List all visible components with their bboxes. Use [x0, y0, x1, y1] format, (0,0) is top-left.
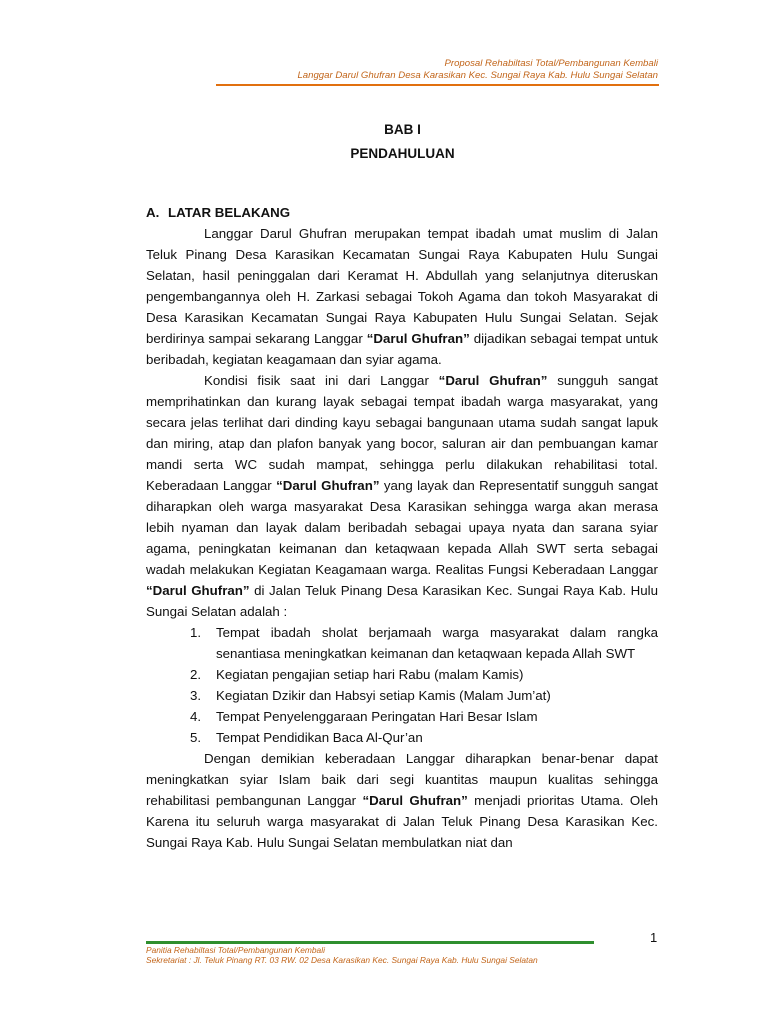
list-item: [190, 685, 658, 706]
footer-line-1: Panitia Rehabiltasi Total/Pembangunan Kembali: [146, 945, 325, 955]
page-number: 1: [650, 930, 658, 945]
list-number: 4.: [190, 709, 202, 724]
text-run: sungguh sangat memprihatinkan dan kurang layak sebagai tempat ibadah warga masyarakat, yang secara jelas terlihat dari dinding kayu sebagai bangunaan utama sudah sangat lapuk dan miring, atap dan plafon banyak yang bocor, saluran air dan pembuangan kamar mandi serta WC sudah mampat, sehingga perlu dilakukan rehabilitasi total. Keberadaan Langgar: [146, 373, 658, 493]
chapter-title: PENDAHULUAN: [350, 146, 455, 161]
text-run: Kondisi fisik saat ini dari Langgar: [204, 373, 439, 388]
text-run: di Jalan Teluk Pinang Desa Karasikan Kec. Sungai Raya Kab. Hulu Sungai Selatan adalah :: [146, 583, 659, 619]
emphasis-darul-ghufran: “Darul Ghufran”: [276, 478, 380, 493]
footer-divider: [146, 941, 594, 944]
list-number: 3.: [190, 688, 202, 703]
list-text: Tempat Penyelenggaraan Peringatan Hari Besar Islam: [216, 709, 538, 724]
text-run: yang layak dan Representatif sungguh sangat diharapkan oleh warga masyarakat Desa Karasikan sehingga warga akan merasa lebih nyaman dan layak dalam beribadah sebagai upaya nyata dan sarana syiar agama, peningkatan keimanan dan ketaqwaan kepada Allah SWT serta sebagai wadah melakukan Kegiatan Keagamaan warga. Realitas Fungsi Keberadaan Langgar: [146, 478, 658, 577]
list-number: 1.: [190, 625, 202, 640]
text-run: Dengan demikian keberadaan Langgar diharapkan benar-benar dapat meningkatkan syiar Islam baik dari segi kuantitas maupun kualitas sehingga rehabilitasi pembangunan Langgar: [146, 751, 658, 808]
list-item: [190, 706, 658, 727]
paragraph-3: [146, 748, 658, 853]
emphasis-darul-ghufran: “Darul Ghufran”: [438, 373, 548, 388]
header-divider: [216, 84, 659, 86]
paragraph-2: [146, 370, 658, 622]
section-title: LATAR BELAKANG: [168, 205, 291, 220]
page-header: [297, 58, 658, 82]
emphasis-darul-ghufran: “Darul Ghufran”: [146, 583, 250, 598]
list-text: Kegiatan Dzikir dan Habsyi setiap Kamis (Malam Jum’at): [216, 688, 551, 703]
emphasis-darul-ghufran: “Darul Ghufran”: [362, 793, 468, 808]
chapter-number: BAB I: [384, 122, 421, 137]
list-number: 2.: [190, 667, 202, 682]
header-line-1: Proposal Rehabiltasi Total/Pembangunan Kembali: [444, 58, 658, 69]
paragraph-1: [146, 223, 658, 370]
emphasis-darul-ghufran: “Darul Ghufran”: [366, 331, 470, 346]
list-text: Kegiatan pengajian setiap hari Rabu (malam Kamis): [216, 667, 524, 682]
list-text: Tempat Pendidikan Baca Al-Qur’an: [216, 730, 423, 745]
text-run: menjadi prioritas Utama. Oleh Karena itu seluruh warga masyarakat di Jalan Teluk Pinang Desa Karasikan Kec. Sungai Raya Kab. Hulu Sungai Selatan membulatkan niat dan: [146, 793, 658, 850]
section-heading: [146, 202, 658, 223]
list-number: 5.: [190, 730, 202, 745]
list-item: [190, 622, 658, 664]
list-text: Tempat ibadah sholat berjamaah warga masyarakat dalam rangka senantiasa meningkatkan keimanan dan ketaqwaan kepada Allah SWT: [216, 625, 658, 661]
header-line-2: Langgar Darul Ghufran Desa Karasikan Kec. Sungai Raya Kab. Hulu Sungai Selatan: [297, 70, 658, 81]
footer-line-2: Sekretariat : Jl. Teluk Pinang RT. 03 RW. 02 Desa Karasikan Kec. Sungai Raya Kab. Hulu Sungai Selatan: [146, 955, 538, 965]
page-footer: [146, 945, 538, 965]
list-item: [190, 664, 658, 685]
text-run: dijadikan sebagai tempat untuk beribadah, kegiatan keagamaan dan syiar agama.: [146, 331, 659, 367]
function-list: [146, 622, 658, 748]
document-body: [146, 202, 658, 853]
section-number: A.: [146, 205, 160, 220]
list-item: [190, 727, 658, 748]
text-run: Langgar Darul Ghufran merupakan tempat ibadah umat muslim di Jalan Teluk Pinang Desa Karasikan Kecamatan Sungai Raya Kabupaten Hulu Sungai Selatan, hasil peninggalan dari Keramat H. Abdullah yang selanjutnya diteruskan pengembangannya oleh H. Zarkasi sebagai Tokoh Agama dan tokoh Masyarakat di Desa Karasikan Kecamatan Sungai Raya Kabupaten Hulu Sungai Selatan. Sejak berdirinya sampai sekarang Langgar: [146, 226, 658, 346]
